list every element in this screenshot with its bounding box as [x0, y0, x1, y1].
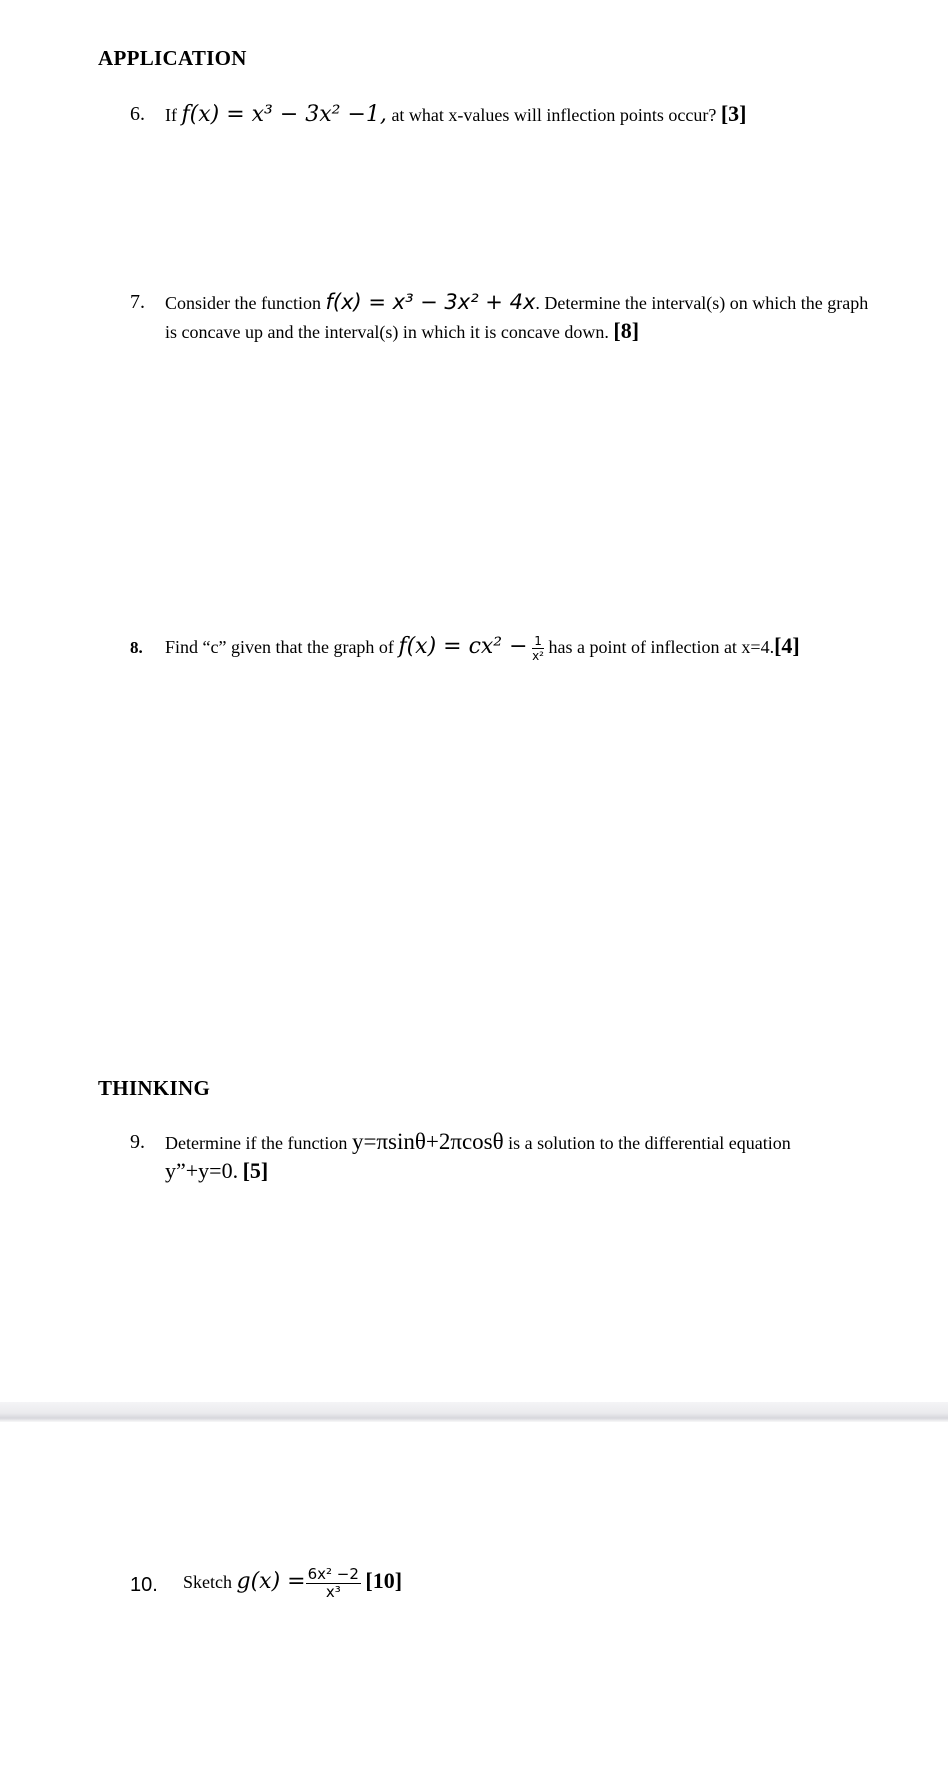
fraction — [532, 635, 544, 662]
question-prefix: Consider the function — [165, 293, 321, 313]
page-divider — [0, 1402, 948, 1422]
question-prefix: Determine if the function — [165, 1133, 348, 1153]
question-9 — [130, 1128, 920, 1186]
marks: [3] — [720, 101, 747, 126]
question-number: 9. — [130, 1131, 145, 1153]
question-number: 6. — [130, 103, 145, 125]
question-prefix: Find “c” given that the graph of — [165, 637, 394, 657]
question-text: is a solution to the differential equation — [508, 1133, 791, 1153]
differential-equation: y”+y=0. — [165, 1158, 239, 1183]
marks: [8] — [613, 318, 640, 343]
question-10 — [130, 1567, 920, 1600]
function-expression: f(x) = x³ − 3x² −1, — [181, 102, 387, 127]
question-prefix: If — [165, 105, 177, 125]
question-prefix: Sketch — [183, 1572, 232, 1592]
function-expression: f(x) = cx² − — [398, 634, 528, 659]
question-text: has a point of inflection at x=4. — [548, 637, 775, 657]
question-text: at what x-values will inflection points occur? — [391, 105, 717, 125]
question-number: 10. — [130, 1574, 158, 1596]
fraction-numerator: 1 — [532, 635, 544, 649]
section-heading-thinking: THINKING — [98, 1076, 211, 1100]
question-text: . Determine the interval(s) on which the graph — [535, 293, 869, 313]
fraction-numerator: 6x² −2 — [307, 1565, 359, 1584]
question-7 — [130, 288, 920, 346]
question-8 — [130, 632, 920, 662]
marks: [4] — [774, 633, 800, 658]
fraction — [306, 1567, 361, 1600]
question-6 — [130, 100, 920, 129]
section-heading-application: APPLICATION — [98, 46, 247, 70]
function-expression: y=πsinθ+2πcosθ — [351, 1129, 504, 1154]
function-expression: g(x) = — [236, 1569, 306, 1594]
marks: [5] — [242, 1158, 269, 1183]
fraction-denominator: x² — [532, 649, 544, 664]
question-number: 8. — [130, 638, 143, 657]
function-expression: f(x) = x³ − 3x² + 4x — [325, 290, 536, 314]
marks: [10] — [365, 1568, 403, 1593]
question-text-line2: is concave up and the interval(s) in which it is concave down. — [165, 322, 609, 342]
fraction-denominator: x³ — [325, 1583, 341, 1602]
question-number: 7. — [130, 291, 145, 313]
